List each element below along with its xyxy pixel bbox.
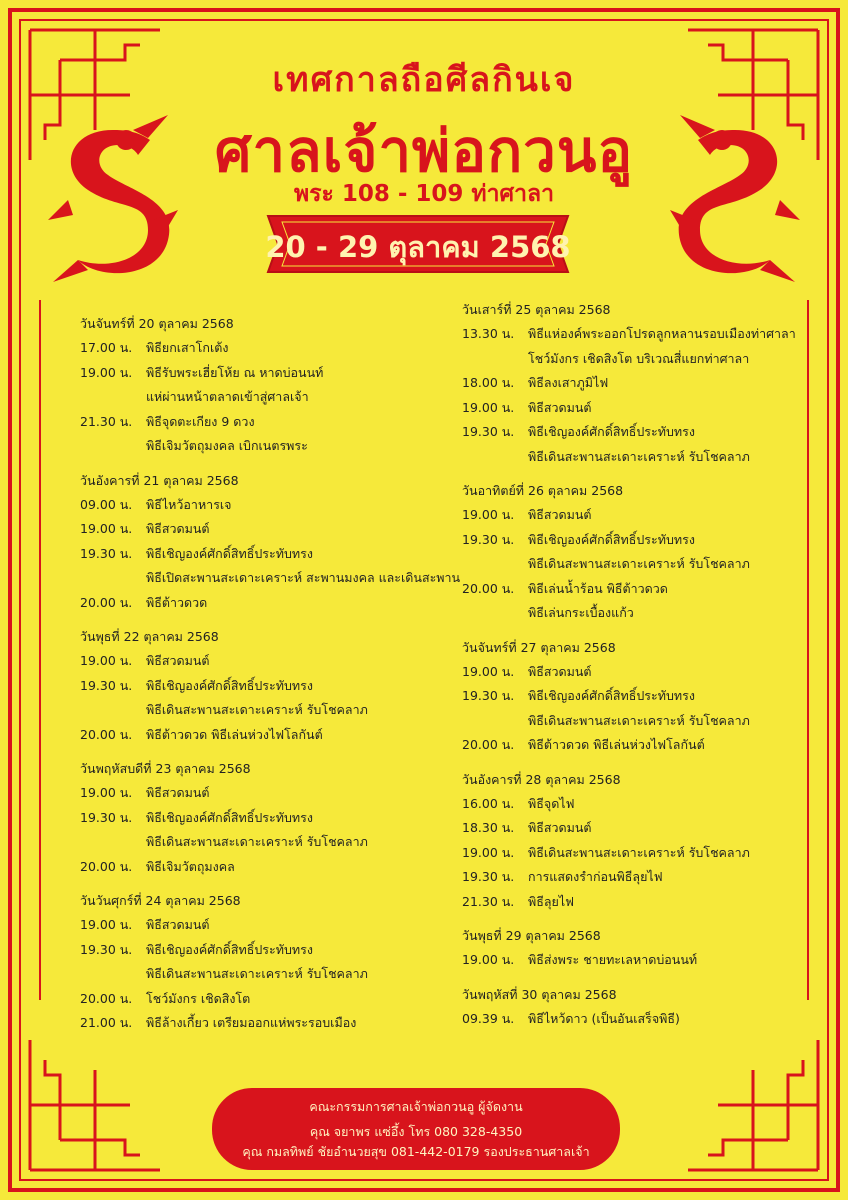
event-time: 18.00 น. <box>462 375 515 390</box>
day-title: วันจันทร์ที่ 20 ตุลาคม 2568 <box>80 316 234 331</box>
event-time: 19.00 น. <box>462 507 515 522</box>
event-time: 19.00 น. <box>80 521 133 536</box>
event-time: 19.30 น. <box>462 688 515 703</box>
schedule-row <box>462 1007 822 1032</box>
day-title: วันวันศุกร์ที่ 24 ตุลาคม 2568 <box>80 893 241 908</box>
event-name: พิธีรับพระเฮี่ยโห้ย ณ หาดบ่อนนท์ <box>146 364 324 380</box>
event-name: พิธีเดินสะพานสะเดาะเคราะห์ รับโชคลาภ <box>528 712 750 728</box>
event-time <box>80 962 146 987</box>
schedule-row <box>462 552 822 577</box>
event-time <box>80 566 146 591</box>
schedule-row <box>462 347 822 372</box>
event-time: 19.00 น. <box>462 399 515 415</box>
day-title: วันอังคารที่ 28 ตุลาคม 2568 <box>462 771 621 787</box>
schedule-row <box>80 938 450 963</box>
day-block <box>462 983 822 1032</box>
schedule-row <box>462 792 822 817</box>
festival-title: เทศกาลถือศีลกินเจ <box>272 60 576 100</box>
schedule-row <box>462 371 822 396</box>
event-name: พิธีเชิญองค์ศักดิ์สิทธิ์ประทับทรง <box>146 809 313 825</box>
day-block <box>80 469 461 616</box>
shrine-title: ศาลเจ้าพ่อกวนอู <box>214 117 634 185</box>
event-time: 19.00 น. <box>80 653 133 668</box>
event-time: 20.00 น. <box>80 594 133 610</box>
schedule-row <box>80 542 450 567</box>
schedule-row <box>80 987 450 1012</box>
schedule-row <box>80 591 450 616</box>
event-name: พิธีสวดมนต์ <box>528 663 592 679</box>
day-title: วันพุธที่ 29 ตุลาคม 2568 <box>462 928 601 943</box>
event-name: พิธีเดินสะพานสะเดาะเคราะห์ รับโชคลาภ <box>146 702 368 717</box>
schedule-row <box>462 660 822 685</box>
schedule-left-column <box>80 312 461 1046</box>
schedule-row <box>80 336 450 361</box>
day-block <box>80 312 450 459</box>
event-time: 09.39 น. <box>462 1010 515 1026</box>
event-time <box>462 709 528 734</box>
event-time <box>462 347 528 372</box>
event-time: 17.00 น. <box>80 340 133 355</box>
event-name: การแสดงรำก่อนพิธีลุยไฟ <box>528 869 663 884</box>
event-time: 19.00 น. <box>80 917 133 932</box>
schedule-row <box>80 781 450 806</box>
day-block <box>80 889 450 1036</box>
schedule-row <box>462 396 822 421</box>
event-time: 13.30 น. <box>462 326 515 341</box>
schedule-row <box>462 601 822 626</box>
event-time: 09.00 น. <box>80 496 133 512</box>
event-name: พิธีเชิญองค์ศักดิ์สิทธิ์ประทับทรง <box>146 545 313 561</box>
event-time: 20.00 น. <box>80 858 133 874</box>
event-name: พิธีต้าวดวด พิธีเล่นห่วงไฟโลกันต์ <box>146 726 323 742</box>
schedule-row <box>462 528 822 553</box>
schedule-row <box>80 674 450 699</box>
event-time <box>462 601 528 626</box>
day-title: วันเสาร์ที่ 25 ตุลาคม 2568 <box>462 302 611 317</box>
day-block <box>462 479 822 626</box>
event-name: พิธีเชิญองค์ศักดิ์สิทธิ์ประทับทรง <box>528 688 695 703</box>
schedule-row <box>462 322 822 347</box>
event-name: พิธีเล่นกระเบื้องแก้ว <box>528 605 634 620</box>
event-name: พิธีเดินสะพานสะเดาะเคราะห์ รับโชคลาภ <box>528 556 750 571</box>
contact-line-1: คุณ จยาพร แซ่อึ้ง โทร 080 328-4350 <box>309 1124 523 1139</box>
schedule-row <box>462 503 822 528</box>
event-time: 19.30 น. <box>462 869 515 884</box>
schedule-row <box>462 841 822 866</box>
schedule-row <box>80 698 450 723</box>
schedule-row <box>80 962 450 987</box>
event-name: พิธีลุยไฟ <box>528 893 574 909</box>
event-name: พิธีจุดไฟ <box>528 795 575 811</box>
event-time: 21.30 น. <box>80 413 133 429</box>
event-time <box>462 445 528 470</box>
event-time: 21.00 น. <box>80 1015 133 1030</box>
event-name: พิธีส่งพระ ชายทะเลหาดบ่อนนท์ <box>528 952 698 967</box>
event-name: โชว์มังกร เชิดสิงโต <box>146 990 251 1006</box>
day-title: วันพฤหัสบดีที่ 23 ตุลาคม 2568 <box>80 761 251 776</box>
event-time <box>80 434 146 459</box>
event-time: 19.00 น. <box>462 663 515 679</box>
schedule-row <box>462 709 822 734</box>
day-block <box>462 298 822 469</box>
event-time: 19.30 น. <box>80 677 133 693</box>
event-name: พิธีแห่องค์พระออกโปรดลูกหลานรอบเมืองท่าศาลา <box>528 326 796 341</box>
event-name: พิธีต้าวดวด พิธีเล่นห่วงไฟโลกันต์ <box>528 737 705 752</box>
day-title: วันพุธที่ 22 ตุลาคม 2568 <box>80 629 219 644</box>
event-time <box>80 698 146 723</box>
event-name: แห่ผ่านหน้าตลาดเข้าสู่ศาลเจ้า <box>146 389 309 404</box>
schedule-row <box>80 434 450 459</box>
day-title: วันอาทิตย์ที่ 26 ตุลาคม 2568 <box>462 483 624 498</box>
day-title: วันพฤหัสที่ 30 ตุลาคม 2568 <box>462 986 617 1002</box>
event-time: 19.30 น. <box>80 941 133 957</box>
schedule-row <box>80 517 450 542</box>
day-block <box>462 924 822 973</box>
event-time <box>462 552 528 577</box>
event-time: 18.30 น. <box>462 820 515 835</box>
event-name: พิธีสวดมนต์ <box>146 785 210 800</box>
event-name: พิธีเจิมวัตถุมงคล <box>146 858 235 874</box>
event-name: พิธีสวดมนต์ <box>528 399 592 415</box>
event-time: 19.00 น. <box>462 844 515 860</box>
event-name: โชว์มังกร เชิดสิงโต บริเวณสี่แยกท่าศาลา <box>528 350 750 366</box>
schedule-row <box>462 733 822 758</box>
event-time: 20.00 น. <box>80 990 133 1006</box>
schedule-row <box>80 913 450 938</box>
event-name: พิธีเดินสะพานสะเดาะเคราะห์ รับโชคลาภ <box>146 966 368 981</box>
event-name: พิธีลงเสาภูมิไฟ <box>528 375 609 390</box>
event-name: พิธีล้างเกี้ยว เตรียมออกแห่พระรอบเมือง <box>146 1015 357 1030</box>
event-name: พิธีจุดตะเกียง 9 ดวง <box>146 413 255 429</box>
schedule-row <box>462 420 822 445</box>
event-time: 19.30 น. <box>462 424 515 439</box>
event-time: 20.00 น. <box>462 737 515 752</box>
schedule-row <box>80 361 450 386</box>
day-block <box>462 768 822 915</box>
day-block <box>462 636 822 758</box>
event-name: พิธีสวดมนต์ <box>528 507 592 522</box>
event-name: พิธีเชิญองค์ศักดิ์สิทธิ์ประทับทรง <box>528 424 695 439</box>
event-time <box>80 830 146 855</box>
event-name: พิธีสวดมนต์ <box>528 820 592 835</box>
schedule-row <box>462 948 822 973</box>
event-name: พิธีเดินสะพานสะเดาะเคราะห์ รับโชคลาภ <box>528 448 750 464</box>
event-time <box>80 385 146 410</box>
event-name: พิธีต้าวดวด <box>146 594 208 610</box>
event-time: 19.30 น. <box>80 809 133 825</box>
schedule-row <box>80 1011 450 1036</box>
schedule-row <box>80 806 450 831</box>
day-title: วันอังคารที่ 21 ตุลาคม 2568 <box>80 472 239 488</box>
event-name: พิธีสวดมนต์ <box>146 521 210 536</box>
event-time: 19.30 น. <box>80 545 133 561</box>
schedule-row <box>80 493 450 518</box>
schedule-row <box>80 723 450 748</box>
event-name: พิธีเจิมวัตถุมงคล เบิกเนตรพระ <box>146 438 308 453</box>
schedule-row <box>80 855 450 880</box>
event-time: 16.00 น. <box>462 795 515 811</box>
schedule-row <box>80 385 450 410</box>
event-name: พิธีเชิญองค์ศักดิ์สิทธิ์ประทับทรง <box>146 941 313 957</box>
location-subtitle: พระ 108 - 109 ท่าศาลา <box>293 181 555 207</box>
event-time: 20.00 น. <box>80 726 133 742</box>
schedule-right-column <box>462 298 822 1041</box>
event-name: พิธีไหว้อาหารเจ <box>146 496 232 512</box>
event-name: พิธีเดินสะพานสะเดาะเคราะห์ รับโชคลาภ <box>146 834 368 849</box>
schedule-row <box>462 816 822 841</box>
schedule-row <box>462 865 822 890</box>
event-name: พิธีสวดมนต์ <box>146 653 210 668</box>
day-block <box>80 625 450 747</box>
event-time: 19.30 น. <box>462 531 515 547</box>
organizer-line: คณะกรรมการศาลเจ้าพ่อกวนอู ผู้จัดงาน <box>309 1099 523 1114</box>
schedule-row <box>80 410 450 435</box>
event-name: พิธียกเสาโกเต้ง <box>146 340 229 355</box>
event-name: พิธีเดินสะพานสะเดาะเคราะห์ รับโชคลาภ <box>528 844 750 860</box>
event-name: พิธีสวดมนต์ <box>146 917 210 932</box>
schedule-row <box>80 566 461 591</box>
day-block <box>80 757 450 879</box>
schedule-row <box>80 649 450 674</box>
event-name: พิธีเล่นน้ำร้อน พิธีต้าวดวด <box>528 580 668 596</box>
schedule-row <box>462 684 822 709</box>
schedule-row <box>462 577 822 602</box>
event-time: 20.00 น. <box>462 580 515 596</box>
event-time: 21.30 น. <box>462 893 515 909</box>
event-time: 19.00 น. <box>80 364 133 380</box>
date-range: 20 - 29 ตุลาคม 2568 <box>265 230 571 264</box>
event-name: พิธีเชิญองค์ศักดิ์สิทธิ์ประทับทรง <box>528 531 695 547</box>
contact-line-2: คุณ กมลทิพย์ ชัยอำนวยสุข 081-442-0179 รองประธานศาลเจ้า <box>242 1144 590 1159</box>
event-time: 19.00 น. <box>462 952 515 967</box>
event-time: 19.00 น. <box>80 785 133 800</box>
event-name: พิธีเปิดสะพานสะเดาะเคราะห์ สะพานมงคล และเดินสะพาน <box>146 570 461 585</box>
event-name: พิธีเชิญองค์ศักดิ์สิทธิ์ประทับทรง <box>146 677 313 693</box>
event-name: พิธีไหว้ดาว (เป็นอันเสร็จพิธี) <box>528 1010 680 1026</box>
schedule-row <box>462 890 822 915</box>
schedule-row <box>80 830 450 855</box>
schedule-row <box>462 445 822 470</box>
day-title: วันจันทร์ที่ 27 ตุลาคม 2568 <box>462 639 616 655</box>
